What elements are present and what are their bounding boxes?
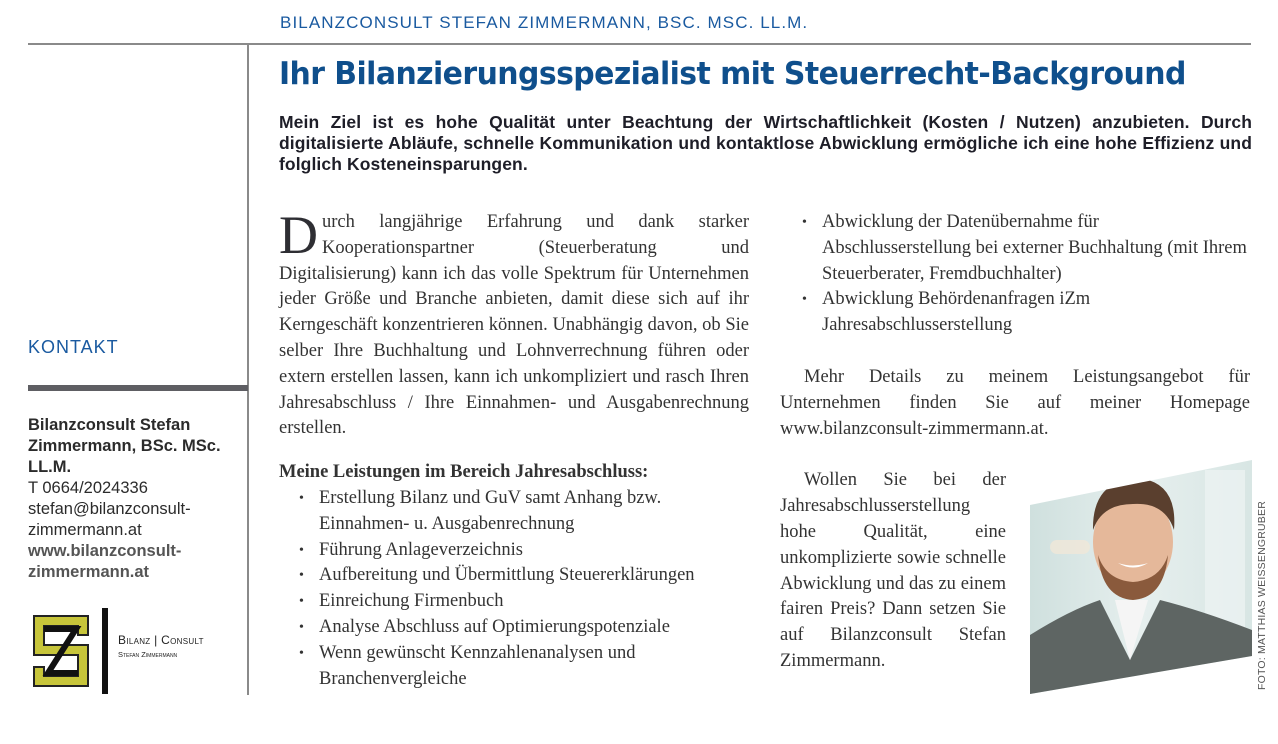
company-logo [30,608,230,696]
service-item: • Abwicklung der Datenübernahme für Abschlusserstellung bei externer Buchhaltung (mit Ihrem Steuerberater, Fremdbuchhalter) [802,210,1250,287]
logo-text-owner: Stefan Zimmermann [118,650,178,659]
email-link[interactable]: stefan@bilanzconsult-zimmermann.at [28,500,191,539]
article-column-left [279,205,749,692]
photo-credit: FOTO: MATTHIAS WEISSENGRUBER [1256,501,1268,690]
service-item: • Abwicklung Behördenanfragen iZm Jahresabschlusserstellung [802,287,1250,339]
service-item: • Wenn gewünscht Kennzahlenanalysen und Branchenvergleiche [299,641,749,693]
sidebar-bar-divider [28,385,248,391]
publication-kicker: BILANZCONSULT STEFAN ZIMMERMANN, BSC. MSC. LL.M. [280,13,809,32]
contact-block [28,415,243,583]
company-name: Bilanzconsult Stefan Zimmermann, BSc. MSc. LL.M. [28,416,221,476]
intro-paragraph [279,205,749,442]
services-heading: Meine Leistungen im Bereich Jahresabschluss: [279,462,649,483]
drop-cap: D [279,205,318,265]
services-list [299,486,749,692]
phone-number: T 0664/2024336 [28,479,148,497]
services-list-continued [802,210,1250,339]
intro-text: urch langjährige Erfahrung und dank starker Kooperationspartner (Steuerberatung und Digitalisierung) kann ich das volle Spektrum für Unternehmen jeder Größe und Branche anbieten, damit diese sich auf ihr Kerngeschäft konzentrieren können. Unabhängig davon, ob Sie selber Ihre Buchhaltung und Lohnverrechnung führen oder extern erstellen lassen, kann ich unkompliziert und rasch Ihren Jahresabschluss / Ihre Einnahmen- und Ausgabenrechnung erstellen. [279,212,749,439]
article-lead: Mein Ziel ist es hohe Qualität unter Beachtung der Wirtschaftlichkeit (Kosten / Nutzen) anzubieten. Durch digitalisierte Abläufe, schnelle Kommunikation und kontaktlose Abwicklung ermögliche ich eine hohe Effizienz und folglich Kosteneinsparungen. [279,112,1252,174]
top-rule-divider [28,43,1251,45]
logo-divider-bar [102,608,108,694]
service-item: • Einreichung Firmenbuch [299,589,749,615]
service-item: • Führung Anlageverzeichnis [299,538,749,564]
service-item: • Aufbereitung und Übermittlung Steuererklärungen [299,563,749,589]
website-link[interactable]: www.bilanzconsult-zimmermann.at [28,542,182,581]
cta-paragraph: Wollen Sie bei der Jahresabschlusserstellung hohe Qualität, eine unkomplizierte sowie schnelle Abwicklung und das zu einem fairen Preis? Dann setzen Sie auf Bilanzconsult Stefan Zimmermann. [780,470,1006,671]
zs-monogram-icon [30,613,92,689]
more-details-paragraph: Mehr Details zu meinem Leistungsangebot für Unternehmen finden Sie auf meiner Homepage www.bilanzconsult-zimmermann.at. [780,366,1250,439]
logo-text-brand: Bilanz | Consult [118,633,204,647]
service-item: • Erstellung Bilanz und GuV samt Anhang bzw. Einnahmen- u. Ausgabenrechnung [299,486,749,538]
portrait-photo [1030,460,1252,694]
column-divider [247,44,249,695]
article-title: Ihr Bilanzierungsspezialist mit Steuerrecht-Background [279,56,1186,92]
service-item: • Analyse Abschluss auf Optimierungspotenziale [299,615,749,641]
contact-section-label: KONTAKT [28,337,119,357]
